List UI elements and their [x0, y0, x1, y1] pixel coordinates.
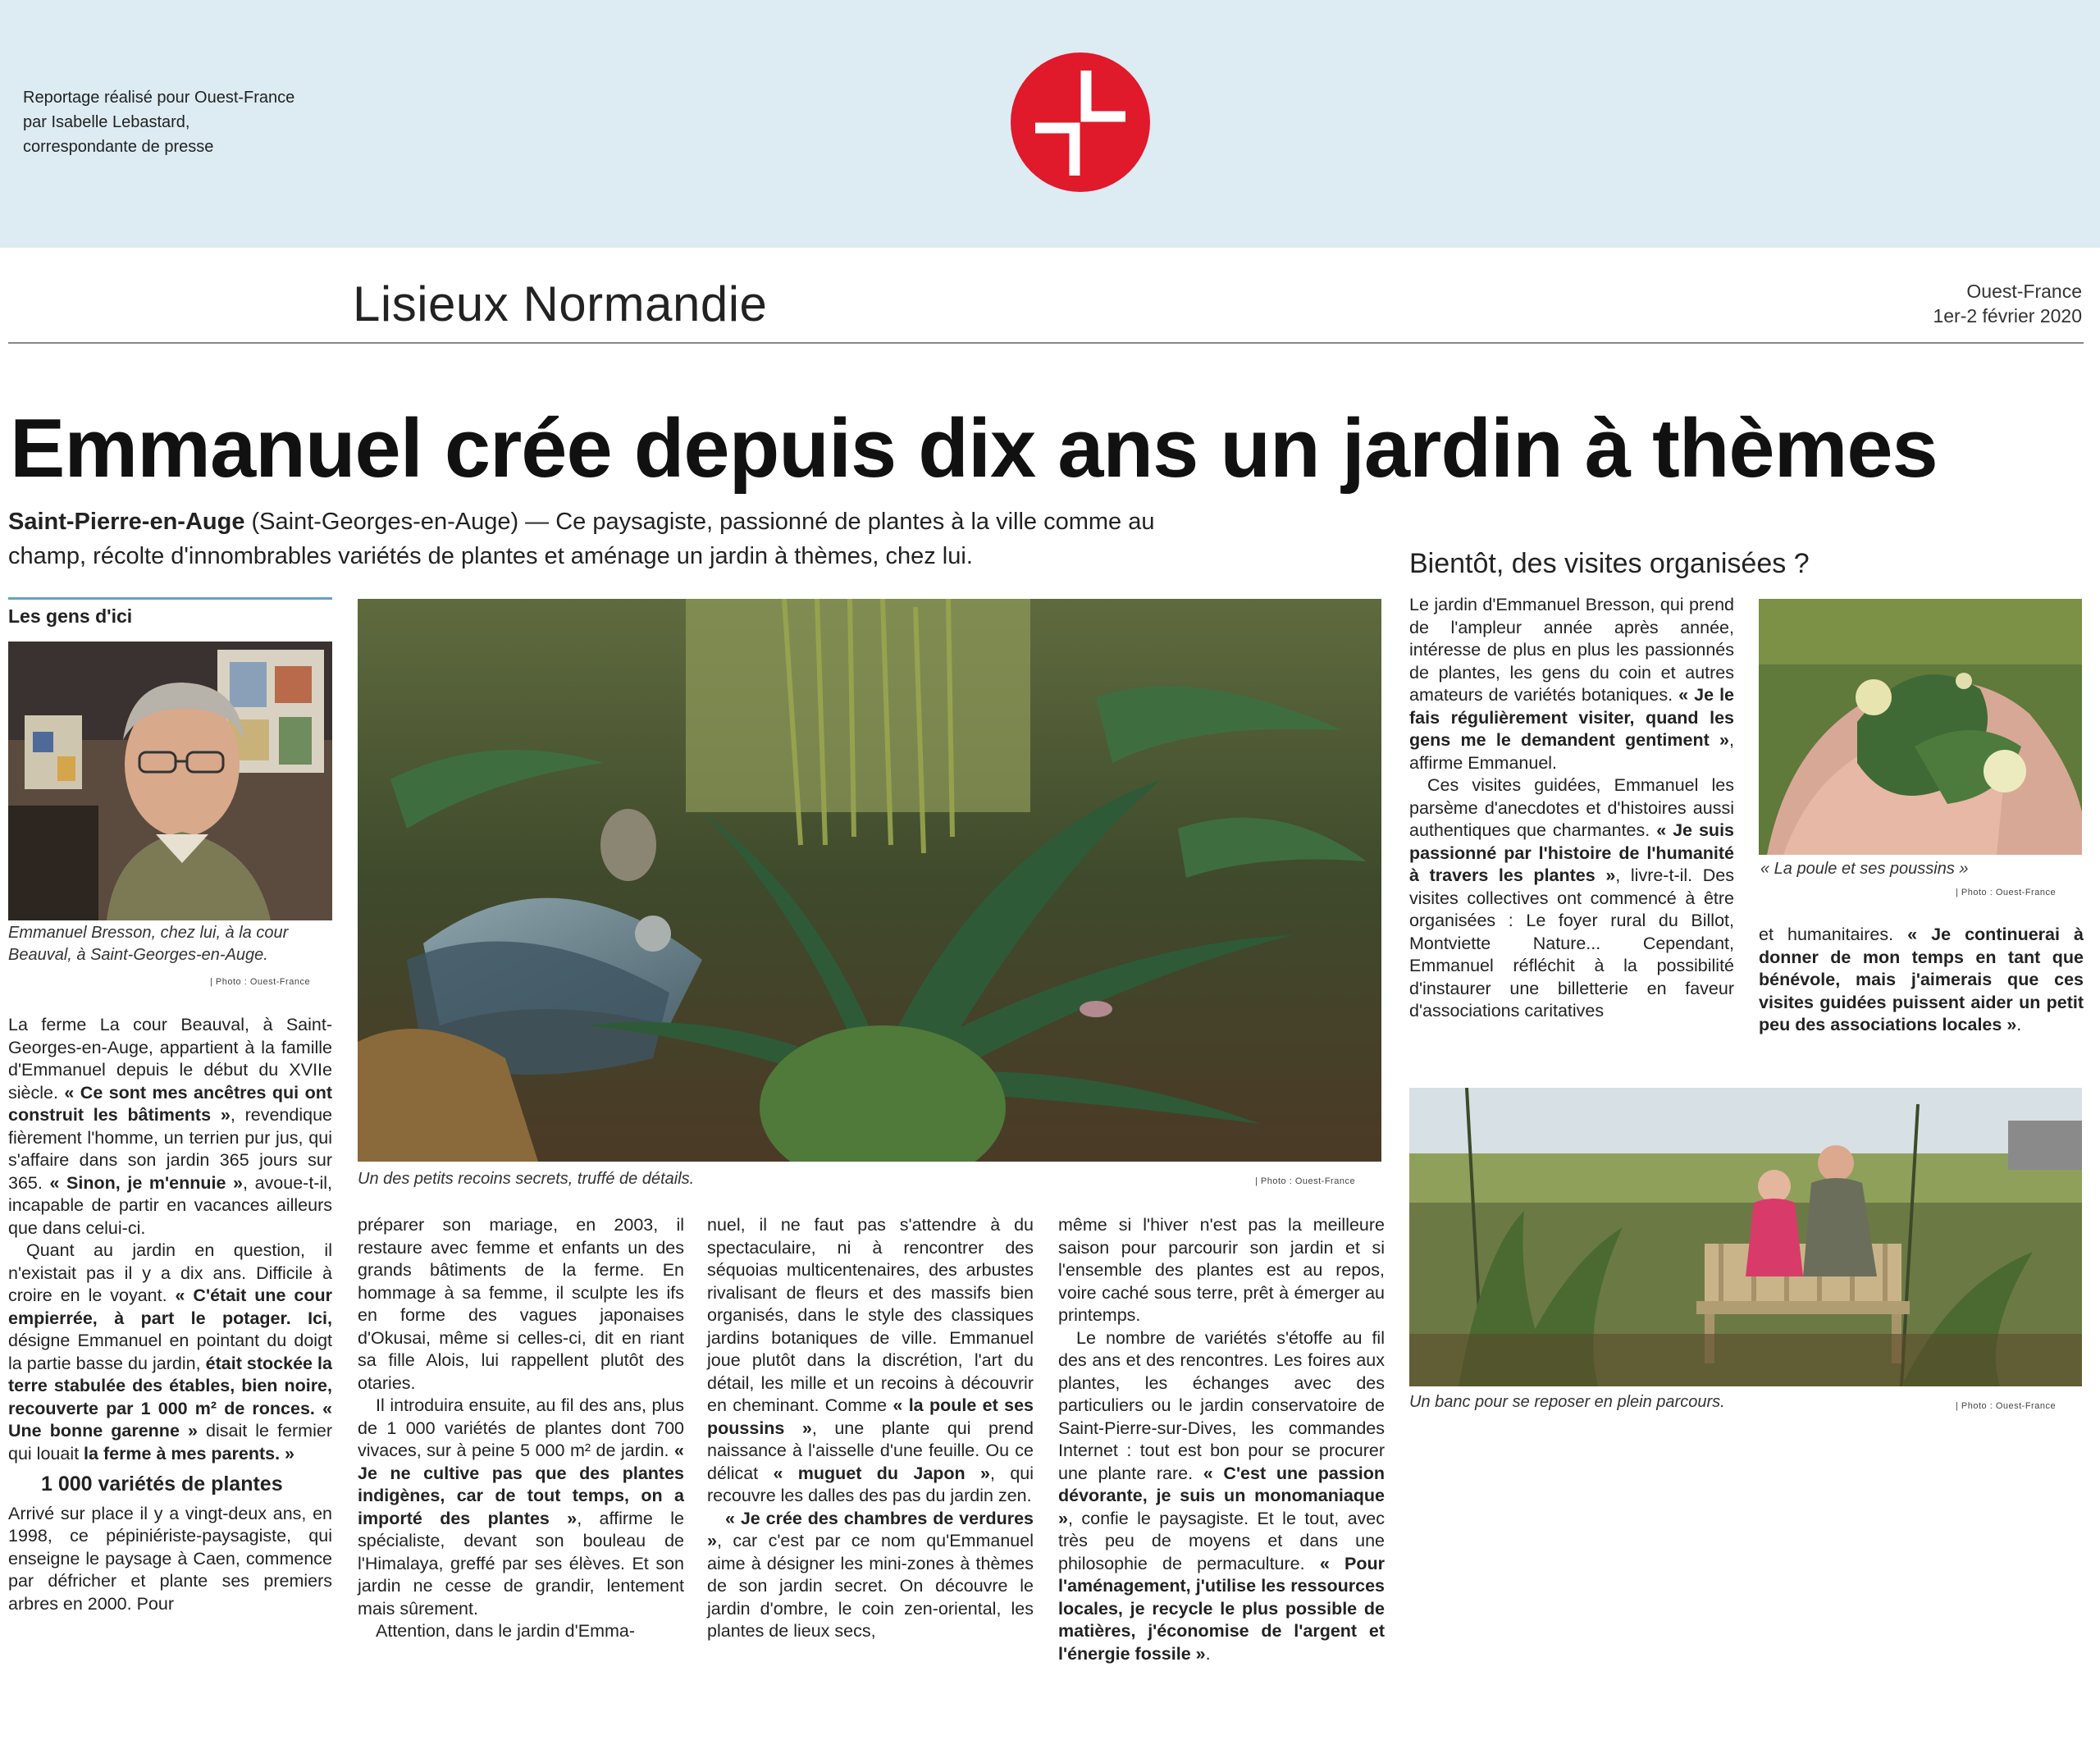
- sidebar-column-2: [1759, 924, 2084, 1037]
- garden-fern-photo: [358, 599, 1381, 1162]
- credit-line-3: correspondante de presse: [23, 138, 214, 156]
- article-standfirst: [8, 505, 1239, 573]
- article-column-2: [358, 1214, 684, 1643]
- bench-photo-caption: Un banc pour se reposer en plein parcours.: [1409, 1393, 1725, 1411]
- main-photo-credit: | Photo : Ouest-France: [1255, 1176, 1356, 1186]
- portrait-caption: Emmanuel Bresson, chez lui, à la cour Beauval, à Saint-Georges-en-Auge.: [8, 924, 289, 964]
- col3-paragraph-2: « Je crée des chambres de verdures », car c'est par ce nom qu'Emmanuel aime à désigner les mini-zones à thèmes de son jardin secret. On découvre le jardin d'ombre, le coin zen-oriental, les plantes de lieux secs,: [707, 1508, 1034, 1641]
- col3-paragraph-1: nuel, il ne faut pas s'attendre à du spectaculaire, ni à rencontrer des séquoias multicentenaires, des arbustes rivalisant de fleurs et des massifs bien organisés, dans le style des classiques jardins botaniques de ville. Emmanuel joue plutôt dans la discrétion, l'art du détail, les mille et un recoins à découvrir en cheminant. Comme « la poule et ses poussins », une plante qui prend naissance à l'aisselle d'une feuille. Ou ce délicat « muguet du Japon », qui recouvre les dalles des pas du jardin zen.: [707, 1215, 1034, 1505]
- publication-info: [1933, 279, 2082, 328]
- sidebar-paragraph-2: Ces visites guidées, Emmanuel les parsème d'anecdotes et d'histoires aussi authentiques que charmantes. « Je suis passionné par l'histoire de l'humanité à travers les plantes », livre-t-il. Des visites collectives ont commencé à être organisées : Le foyer rural du Billot, Montviette Nature... Cependant, Emmanuel réfléchit à la possibilité d'instaurer une billetterie en faveur d'associations caritatives: [1409, 775, 1734, 1021]
- section-title: Lisieux Normandie: [353, 276, 768, 331]
- sidebar-paragraph-1: Le jardin d'Emmanuel Bresson, qui prend de l'ampleur année après année, intéresse de plus en plus les passionnés de plantes, les gens du coin et autres amateurs de variétés botaniques. « Je le fais régulièrement visiter, quand les gens me le demandent gentiment », affirme Emmanuel.: [1409, 595, 1735, 773]
- col2-paragraph-1: préparer son mariage, en 2003, il restaure avec femme et enfants un des grands bâtiments de la ferme. En hommage à sa femme, il sculpte les ifs en forme des vagues japonaises d'Okusai, même si celles-ci, dit en riant sa fille Alois, lui rappellent plutôt des otaries.: [358, 1215, 684, 1393]
- portrait-photo-credit: | Photo : Ouest-France: [210, 977, 311, 987]
- col1-subheading: 1 000 variétés de plantes: [41, 1473, 283, 1496]
- publication-name: Ouest-France: [1966, 281, 2082, 302]
- reporter-credit: [23, 85, 450, 159]
- sidebar-title: Bientôt, des visites organisées ?: [1409, 548, 1810, 579]
- standfirst-text: (Saint-Georges-en-Auge) — Ce paysagiste, passionné de plantes à la ville comme au champ, récolte d'innombrables variétés de plantes et aménage un jardin à thèmes, chez lui.: [8, 509, 1155, 569]
- col2-paragraph-3: Attention, dans le jardin d'Emma-: [376, 1621, 636, 1641]
- hand-photo-credit: | Photo : Ouest-France: [1956, 888, 2057, 897]
- col4-paragraph-1: même si l'hiver n'est pas la meilleure saison pour parcourir son jardin et si l'ensemble des plantes est au repos, voire caché sous terre, prêt à émerger au printemps.: [1058, 1215, 1385, 1325]
- credit-line-1: Reportage réalisé pour Ouest-France: [23, 89, 295, 107]
- article-column-4: [1058, 1214, 1385, 1665]
- credit-line-2: par Isabelle Lebastard,: [23, 113, 190, 131]
- sidebar-paragraph-3: et humanitaires. « Je continuerai à donner de mon temps en tant que bénévole, mais j'aimerais que ces visites guidées puissent aider un petit peu des associations locales ».: [1759, 925, 2084, 1034]
- rubric-label: Les gens d'ici: [8, 605, 133, 627]
- main-photo-caption: Un des petits recoins secrets, truffé de détails.: [358, 1170, 695, 1188]
- col1-paragraph-1: La ferme La cour Beauval, à Saint-Georges-en-Auge, appartient à la famille d'Emmanuel depuis le début du XVIIe siècle. « Ce sont mes ancêtres qui ont construit les bâtiments », revendique fièrement l'homme, un terrien pur jus, qui s'affaire dans son jardin 365 jours sur 365. « Sinon, je m'ennuie », avoue-t-il, incapable de partir en vacances ailleurs que dans celui-ci.: [8, 1015, 332, 1238]
- article-column-1: [8, 1014, 332, 1615]
- col2-paragraph-2: Il introduira ensuite, au fil des ans, plus de 1 000 variétés de plantes dont 700 vivaces, sur à peine 5 000 m² de jardin. « Je ne cultive pas que des plantes indigènes, car de tout temps, on a importé des plantes », affirme le spécialiste, devant son bouleau de l'Himalaya, greffé par ses élèves. Et son jardin ne cesse de grandir, lentement mais sûrement.: [358, 1395, 684, 1619]
- article-column-3: [707, 1214, 1034, 1643]
- garden-bench-photo: [1409, 1088, 2082, 1386]
- rubric-rule: [8, 597, 332, 600]
- hand-photo-caption: « La poule et ses poussins »: [1760, 860, 1969, 878]
- bench-photo-credit: | Photo : Ouest-France: [1956, 1401, 2057, 1411]
- sidebar-column-1: [1409, 594, 1734, 1023]
- masthead-rule: [8, 342, 2084, 344]
- col1-paragraph-3: Arrivé sur place il y a vingt-deux ans, en 1998, ce pépiniériste-paysagiste, qui enseigne le paysage à Caen, commence par défricher et plante ses premiers arbres en 2000. Pour: [8, 1503, 332, 1614]
- ouest-france-logo-icon: [1011, 53, 1150, 192]
- standfirst-place: Saint-Pierre-en-Auge: [8, 509, 245, 535]
- portrait-photo: [8, 642, 332, 920]
- publication-date: 1er-2 février 2020: [1933, 305, 2082, 327]
- top-banner: [0, 0, 2100, 248]
- col1-paragraph-2: Quant au jardin en question, il n'existait pas il y a dix ans. Difficile à croire en le voyant. « C'était une cour empierrée, à part le potager. Ici, désigne Emmanuel en pointant du doigt la partie basse du jardin, était stockée la terre stabulée des étables, bien noire, recouverte par 1 000 m² de ronces. « Une bonne garenne » disait le fermier qui louait la ferme à mes parents. »: [8, 1240, 332, 1464]
- col4-paragraph-2: Le nombre de variétés s'étoffe au fil des ans et des rencontres. Les foires aux plantes, les échanges avec des particuliers ou le jardin conservatoire de Saint-Pierre-sur-Dives, les commandes Internet : tout est bon pour se procurer une plante rare. « C'est une passion dévorante, je suis un monomaniaque », confie le paysagiste. Et le tout, avec très peu de moyens et dans une philosophie de permaculture. « Pour l'aménagement, j'utilise les ressources locales, je recycle le plus possible de matières, j'économise de l'argent et l'énergie fossile ».: [1058, 1327, 1386, 1664]
- hand-plant-photo: [1759, 599, 2082, 855]
- article-headline: Emmanuel crée depuis dix ans un jardin à thèmes: [10, 403, 1938, 495]
